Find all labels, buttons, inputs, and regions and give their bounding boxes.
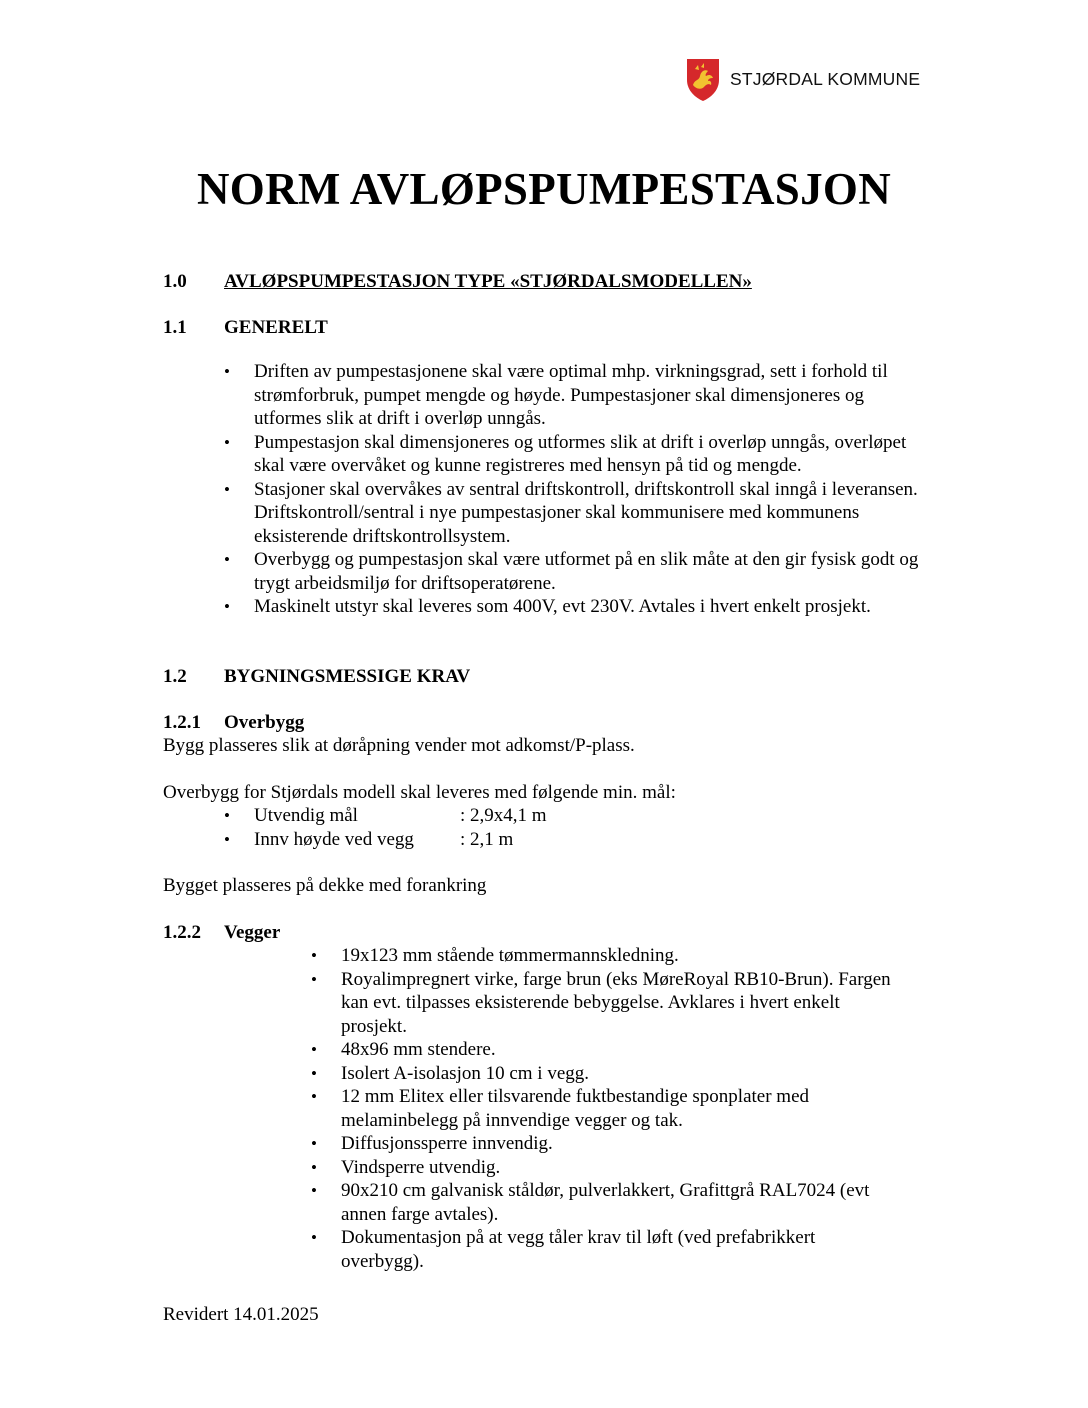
list-item: • Isolert A-isolasjon 10 cm i vegg. [311,1062,901,1086]
section-number: 1.2 [163,666,187,687]
list-item: • Diffusjonssperre innvendig. [311,1132,901,1156]
section-title: AVLØPSPUMPESTASJON TYPE «STJØRDALSMODELLEN» [224,271,752,292]
list-item: • Vindsperre utvendig. [311,1156,901,1180]
paragraph: Bygget plasseres på dekke med forankring [163,875,487,896]
section-number: 1.1 [163,317,187,338]
list-item [224,828,824,852]
list-item: • Stasjoner skal overvåkes av sentral driftskontroll, driftskontroll skal inngå i leveransen. Driftskontroll/sentral i nye pumpestasjoner skal kommunisere med kommunens eksisterende driftskontrollsystem. [224,478,936,549]
list-item: • Overbygg og pumpestasjon skal være utformet på en slik måte at den gir fysisk godt og trygt arbeidsmiljø for driftsoperatørene. [224,548,936,595]
list-item: • Royalimpregnert virke, farge brun (eks MøreRoyal RB10-Brun). Fargen kan evt. tilpasses eksisterende bebyggelse. Avklares i hvert enkelt prosjekt. [311,968,901,1039]
list-item: • 19x123 mm stående tømmermannskledning. [311,944,901,968]
section-title: Overbygg [224,712,305,733]
municipality-name: STJØRDAL KOMMUNE [730,69,921,90]
section-number: 1.2.1 [163,712,201,733]
walls-bullet-list [311,944,901,1273]
general-bullet-list [224,360,936,619]
revision-date: Revidert 14.01.2025 [163,1304,319,1325]
coat-of-arms-icon [686,58,720,102]
dimension-list [224,804,824,851]
list-item: • 90x210 cm galvanisk ståldør, pulverlakkert, Grafittgrå RAL7024 (evt annen farge avtales). [311,1179,901,1226]
dimension-value: : 2,1 m [460,828,514,850]
paragraph: Bygg plasseres slik at døråpning vender mot adkomst/P-plass. [163,735,635,756]
section-title: GENERELT [224,317,328,338]
list-item [224,804,824,828]
dimension-label: Utvendig mål [254,805,358,826]
section-number: 1.2.2 [163,922,201,943]
dimension-label: Innv høyde ved vegg [254,828,414,850]
section-title: BYGNINGSMESSIGE KRAV [224,666,471,687]
paragraph: Overbygg for Stjørdals modell skal leveres med følgende min. mål: [163,782,676,803]
list-item: • 48x96 mm stendere. [311,1038,901,1062]
municipality-logo [686,58,920,102]
section-number: 1.0 [163,271,187,292]
dimension-value: : 2,9x4,1 m [460,805,547,826]
section-heading-1-2-1 [163,711,304,735]
page-title: NORM AVLØPSPUMPESTASJON [196,164,892,214]
section-heading-1-1 [163,316,328,340]
section-title: Vegger [224,922,281,943]
list-item: • Dokumentasjon på at vegg tåler krav til løft (ved prefabrikkert overbygg). [311,1226,901,1273]
section-heading-1-0 [163,270,752,294]
list-item: • Maskinelt utstyr skal leveres som 400V, evt 230V. Avtales i hvert enkelt prosjekt. [224,595,936,619]
list-item: • 12 mm Elitex eller tilsvarende fuktbestandige sponplater med melaminbelegg på innvendige vegger og tak. [311,1085,901,1132]
section-heading-1-2 [163,665,470,689]
list-item: • Pumpestasjon skal dimensjoneres og utformes slik at drift i overløp unngås, overløpet skal være overvåket og kunne registreres med hensyn på tid og mengde. [224,431,936,478]
list-item: • Driften av pumpestasjonene skal være optimal mhp. virkningsgrad, sett i forhold til strømforbruk, pumpet mengde og høyde. Pumpestasjoner skal dimensjoneres og utformes slik at drift i overløp unngås. [224,360,936,431]
section-heading-1-2-2 [163,921,280,945]
